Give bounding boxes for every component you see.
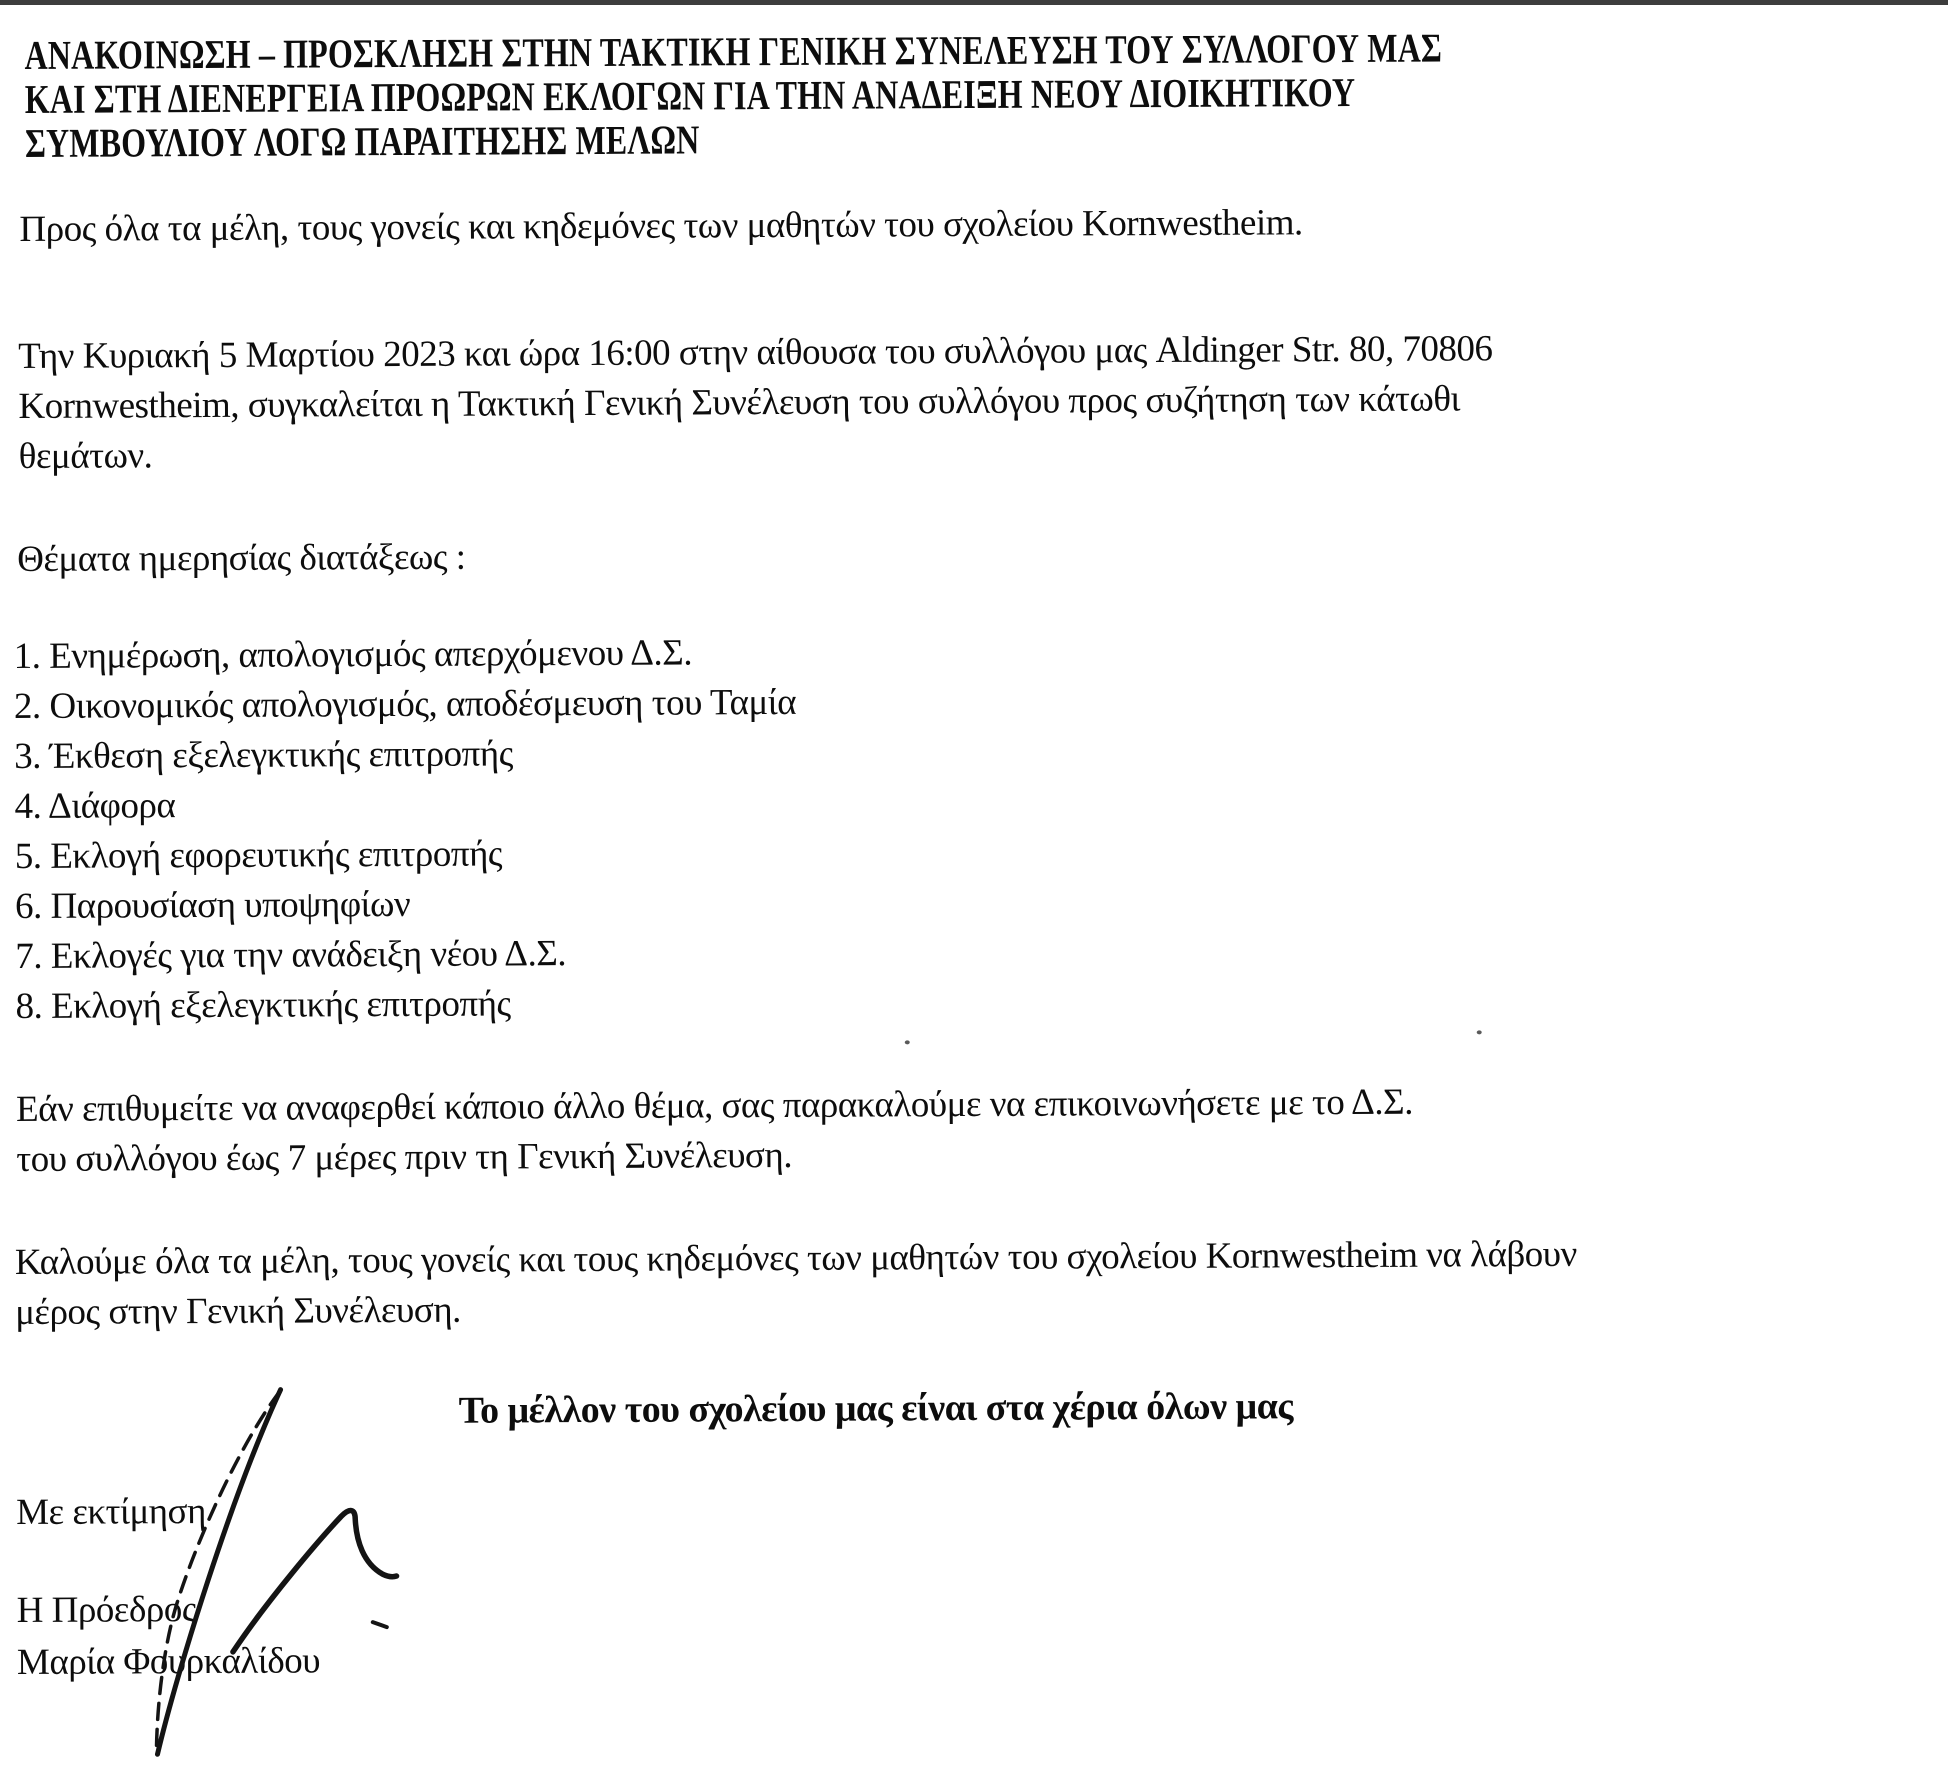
agenda-item-1: 1. Ενημέρωση, απολογισμός απερχόμενου Δ.Σ. [13,632,693,678]
call-line-1: Καλούμε όλα τα μέλη, τους γονείς και τους κηδεμόνες των μαθητών του σχολείου Kornwestheim να λάβουν [14,1233,1577,1284]
contact-line-1: Εάν επιθυμείτε να αναφερθεί κάποιο άλλο θέμα, σας παρακαλούμε να επικοινωνήσετε με το Δ.Σ. [15,1081,1414,1131]
agenda-item-8: 8. Εκλογή εξελεγκτικής επιτροπής [15,983,511,1028]
title-line-1: ΑΝΑΚΟΙΝΩΣΗ – ΠΡΟΣΚΛΗΣΗ ΣΤΗΝ ΤΑΚΤΙΚΗ ΓΕΝΙΚΗ ΣΥΝΕΛΕΥΣΗ ΤΟΥ ΣΥΛΛΟΓΟΥ ΜΑΣ [24,24,1443,78]
closing-name: Μαρία Φουρκαλίδου [16,1640,321,1684]
agenda-list [14,628,798,1032]
agenda-item-3: 3. Έκθεση εξελεγκτικής επιτροπής [14,733,513,778]
contact-paragraph [16,1078,1413,1185]
closing-role: Η Πρόεδρος [16,1589,197,1632]
document-title [24,26,1442,165]
call-line-2: μέρος στην Γενική Συνέλευση. [15,1289,461,1334]
invitation-paragraph [18,324,1493,482]
invitation-line-1: Την Κυριακή 5 Μαρτίου 2023 και ώρα 16:00 στην αίθουσα του συλλόγου μας Aldinger Str. 80, 70806 [18,328,1493,377]
contact-line-2: του συλλόγου έως 7 μέρες πριν τη Γενική Συνέλευση. [16,1134,793,1181]
agenda-heading: Θέματα ημερησίας διατάξεως : [17,536,466,581]
signature-stroke-swoosh [232,1510,397,1652]
agenda-item-7: 7. Εκλογές για την ανάδειξη νέου Δ.Σ. [15,933,567,978]
scan-speck [905,1040,910,1044]
title-line-3: ΣΥΜΒΟΥΛΙΟΥ ΛΟΓΩ ΠΑΡΑΙΤΗΣΗΣ ΜΕΛΩΝ [24,116,700,166]
signature-stroke-tick [373,1622,387,1627]
agenda-item-4: 4. Διάφορα [14,785,176,828]
call-to-attend-paragraph [15,1230,1577,1338]
invitation-line-3: θεμάτων. [18,435,153,477]
recipient-line: Προς όλα τα μέλη, τους γονείς και κηδεμόνες των μαθητών του σχολείου Kornwestheim. [19,202,1303,250]
handwritten-signature [63,1375,425,1767]
signature-stroke-main [156,1390,283,1755]
closing-regards: Με εκτίμηση [16,1491,206,1534]
scan-speck [1477,1030,1482,1034]
invitation-line-2: Kornwestheim, συγκαλείται η Τακτική Γενική Συνέλευση του συλλόγου προς συζήτηση των κάτωθι [18,378,1461,427]
agenda-item-5: 5. Εκλογή εφορευτικής επιτροπής [14,833,503,878]
agenda-item-2: 2. Οικονομικός απολογισμός, αποδέσμευση του Ταμία [13,681,797,728]
agenda-item-6: 6. Παρουσίαση υποψηφίων [14,883,411,928]
motto-line: Το μέλλον του σχολείου μας είναι στα χέρια όλων μας [458,1385,1294,1432]
title-line-2: ΚΑΙ ΣΤΗ ΔΙΕΝΕΡΓΕΙΑ ΠΡΟΩΡΩΝ ΕΚΛΟΓΩΝ ΓΙΑ ΤΗΝ ΑΝΑΔΕΙΞΗ ΝΕΟΥ ΔΙΟΙΚΗΤΙΚΟΥ [24,68,1356,122]
